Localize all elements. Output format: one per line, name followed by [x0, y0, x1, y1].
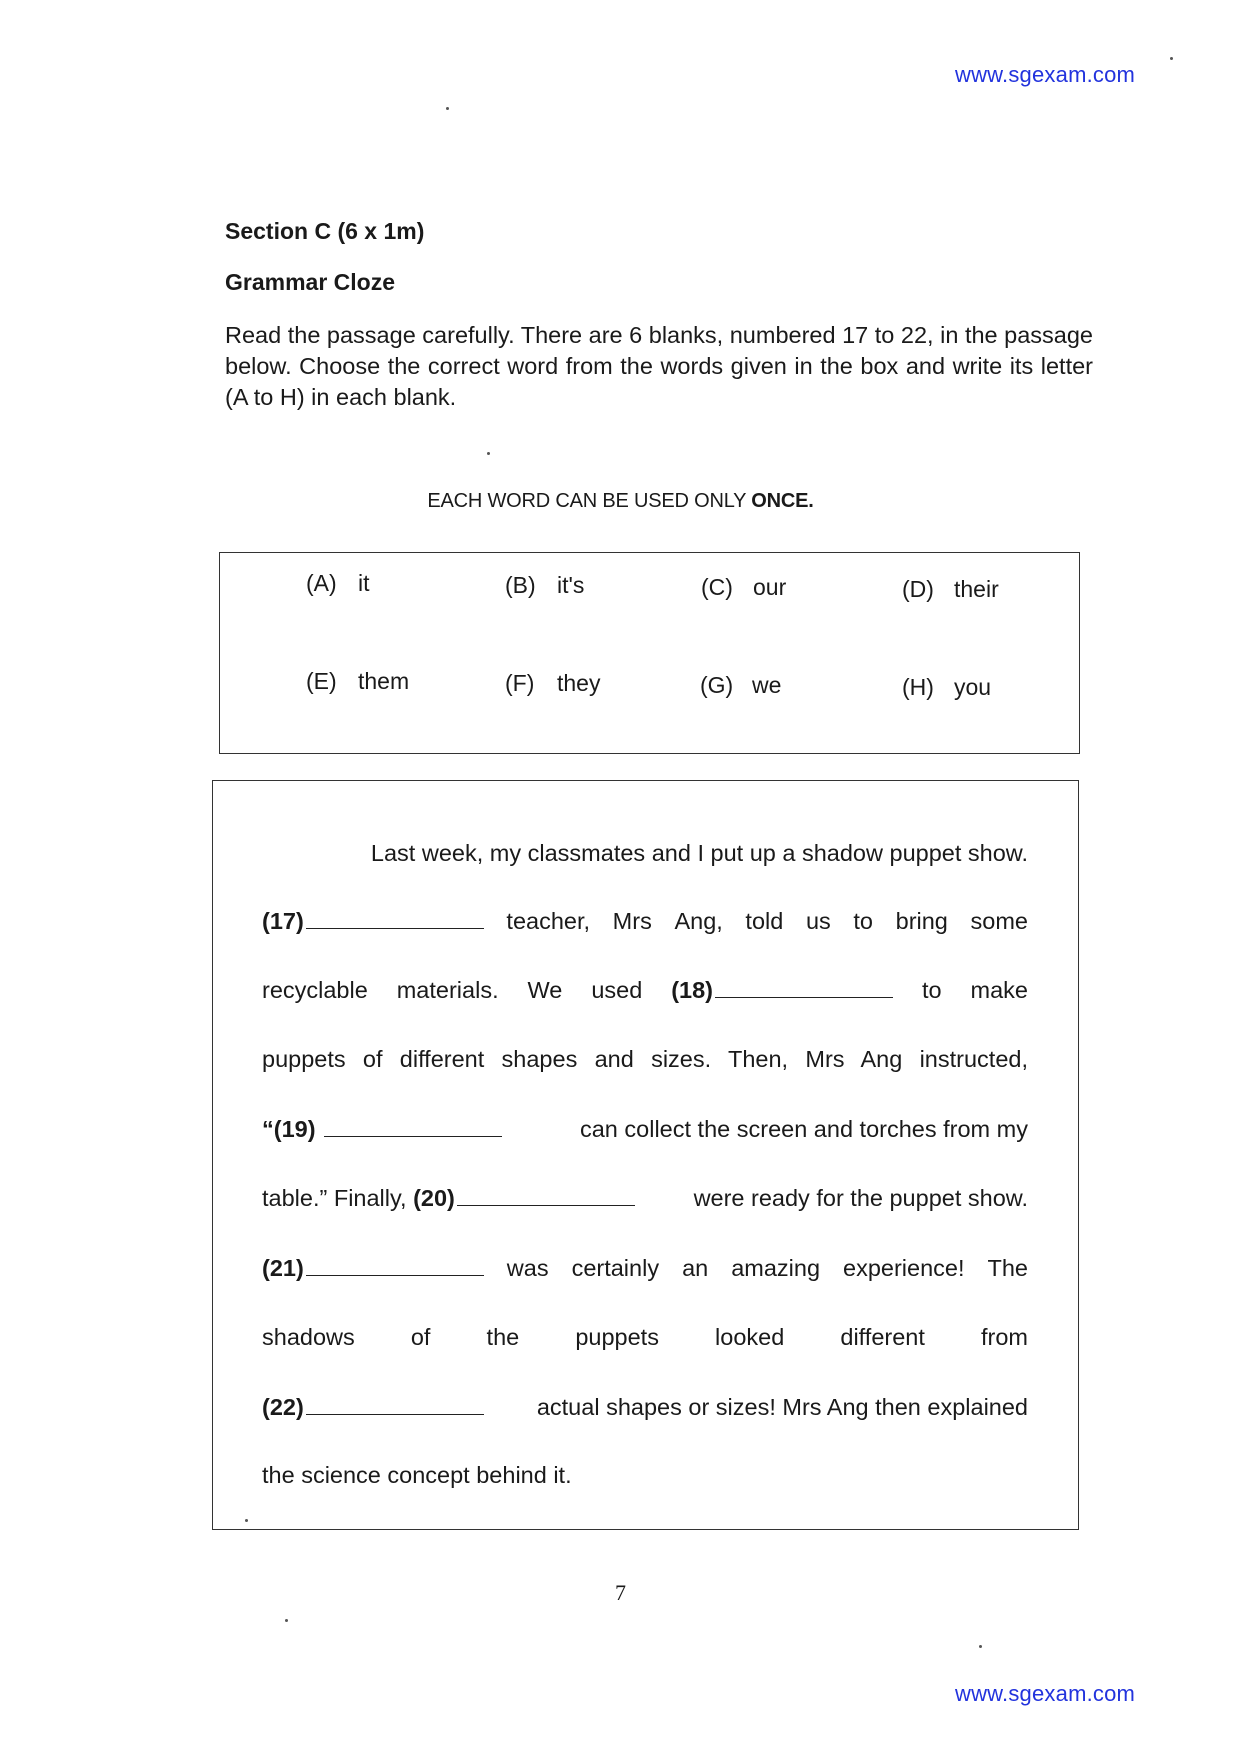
word: teacher,	[506, 908, 591, 934]
answer-line	[324, 1116, 502, 1137]
option-letter: (A)	[306, 570, 337, 596]
word: materials.	[396, 977, 499, 1003]
blank-19[interactable]	[262, 1113, 502, 1145]
word: make	[970, 977, 1028, 1003]
option-letter: (B)	[505, 572, 536, 598]
word: to	[921, 977, 942, 1003]
word: shadows	[262, 1324, 355, 1350]
scan-speck	[285, 1619, 288, 1622]
word: bring	[895, 908, 948, 934]
line-text: were ready for the puppet show.	[693, 1185, 1028, 1211]
word: of	[410, 1324, 431, 1350]
option-word: them	[358, 668, 410, 694]
word: The	[987, 1255, 1028, 1281]
option-letter: (G)	[700, 672, 734, 698]
option-word: our	[753, 574, 787, 600]
passage-line-9	[262, 1391, 1028, 1423]
option-letter: (E)	[306, 668, 337, 694]
answer-line	[306, 1394, 484, 1415]
option-letter: (C)	[701, 574, 733, 600]
blank-number: (17)	[262, 908, 304, 934]
blank-number: (18)	[671, 977, 714, 1003]
word: to	[853, 908, 873, 934]
word: told	[745, 908, 784, 934]
blank-number: (20)	[413, 1185, 455, 1211]
usage-note-emphasis: ONCE.	[751, 490, 814, 512]
instructions: Read the passage carefully. There are 6 blanks, numbered 17 to 22, in the passage below. Choose the correct word from the words given in the box and write its letter (A to H) in each blank.	[225, 322, 1093, 410]
footer-url: www.sgexam.com	[955, 1681, 1136, 1706]
word: some	[970, 908, 1028, 934]
option-c	[701, 574, 786, 601]
passage-line-1: Last week, my classmates and I put up a shadow puppet show.	[370, 840, 1028, 866]
usage-note-text: EACH WORD CAN BE USED ONLY	[427, 490, 752, 512]
line-text: can collect the screen and torches from my	[579, 1116, 1028, 1142]
scan-speck	[979, 1645, 982, 1648]
blank-number: “(19)	[262, 1116, 316, 1142]
passage-line-5	[262, 1113, 1028, 1145]
option-g	[700, 672, 781, 699]
scan-speck	[1170, 57, 1173, 60]
word: looked	[715, 1324, 785, 1350]
scan-speck	[487, 452, 490, 455]
word: from	[980, 1324, 1028, 1350]
line-text: actual shapes or sizes! Mrs Ang then explained	[536, 1394, 1028, 1420]
word: experience!	[843, 1255, 965, 1281]
option-h	[902, 674, 991, 701]
blank-number: (21)	[262, 1255, 304, 1281]
blank-18[interactable]	[671, 974, 893, 1006]
option-f	[505, 670, 600, 697]
blank-17[interactable]	[262, 905, 484, 937]
option-word: it's	[557, 572, 585, 598]
option-word: we	[752, 672, 782, 698]
header-url: www.sgexam.com	[955, 62, 1136, 87]
page-number: 7	[615, 1580, 626, 1605]
blank-21[interactable]	[262, 1252, 484, 1284]
word: us	[805, 908, 831, 934]
word: an	[682, 1255, 709, 1281]
word: amazing	[731, 1255, 821, 1281]
word: We	[527, 977, 563, 1003]
passage-line-3	[262, 974, 1028, 1006]
answer-line	[306, 1255, 484, 1276]
option-d	[902, 576, 999, 603]
word: puppets	[575, 1324, 659, 1350]
word: used	[591, 977, 643, 1003]
answer-line	[715, 977, 893, 998]
usage-note	[0, 490, 1241, 513]
word: different	[840, 1324, 925, 1350]
section-subtitle: Grammar Cloze	[225, 269, 396, 295]
line-segment	[262, 1182, 635, 1214]
answer-line	[306, 908, 484, 929]
passage-line-2	[262, 905, 1028, 937]
passage-line-10: the science concept behind it.	[262, 1462, 572, 1488]
option-b	[505, 572, 584, 599]
word: Mrs	[612, 908, 652, 934]
passage-line-6	[262, 1182, 1028, 1214]
word: was	[506, 1255, 549, 1281]
blank-20[interactable]	[457, 1185, 635, 1206]
option-letter: (H)	[902, 674, 934, 700]
word: Ang,	[674, 908, 723, 934]
option-word: you	[954, 674, 992, 700]
passage-line-4: puppets of different shapes and sizes. Then, Mrs Ang instructed,	[262, 1046, 1028, 1072]
blank-22[interactable]	[262, 1391, 484, 1423]
option-letter: (D)	[902, 576, 934, 602]
word: recyclable	[262, 977, 368, 1003]
option-e	[306, 668, 409, 695]
word: the	[486, 1324, 520, 1350]
option-a	[306, 570, 370, 597]
option-word: they	[557, 670, 601, 696]
passage-line-7	[262, 1252, 1028, 1284]
line-text: table.” Finally,	[262, 1185, 407, 1211]
option-word: it	[358, 570, 370, 596]
blank-number: (22)	[262, 1394, 304, 1420]
scan-speck	[245, 1519, 248, 1522]
option-word: their	[954, 576, 999, 602]
section-title: Section C (6 x 1m)	[225, 218, 425, 244]
word: certainly	[571, 1255, 660, 1281]
scan-speck	[446, 107, 449, 110]
passage-line-8	[262, 1321, 1028, 1353]
option-letter: (F)	[505, 670, 535, 696]
